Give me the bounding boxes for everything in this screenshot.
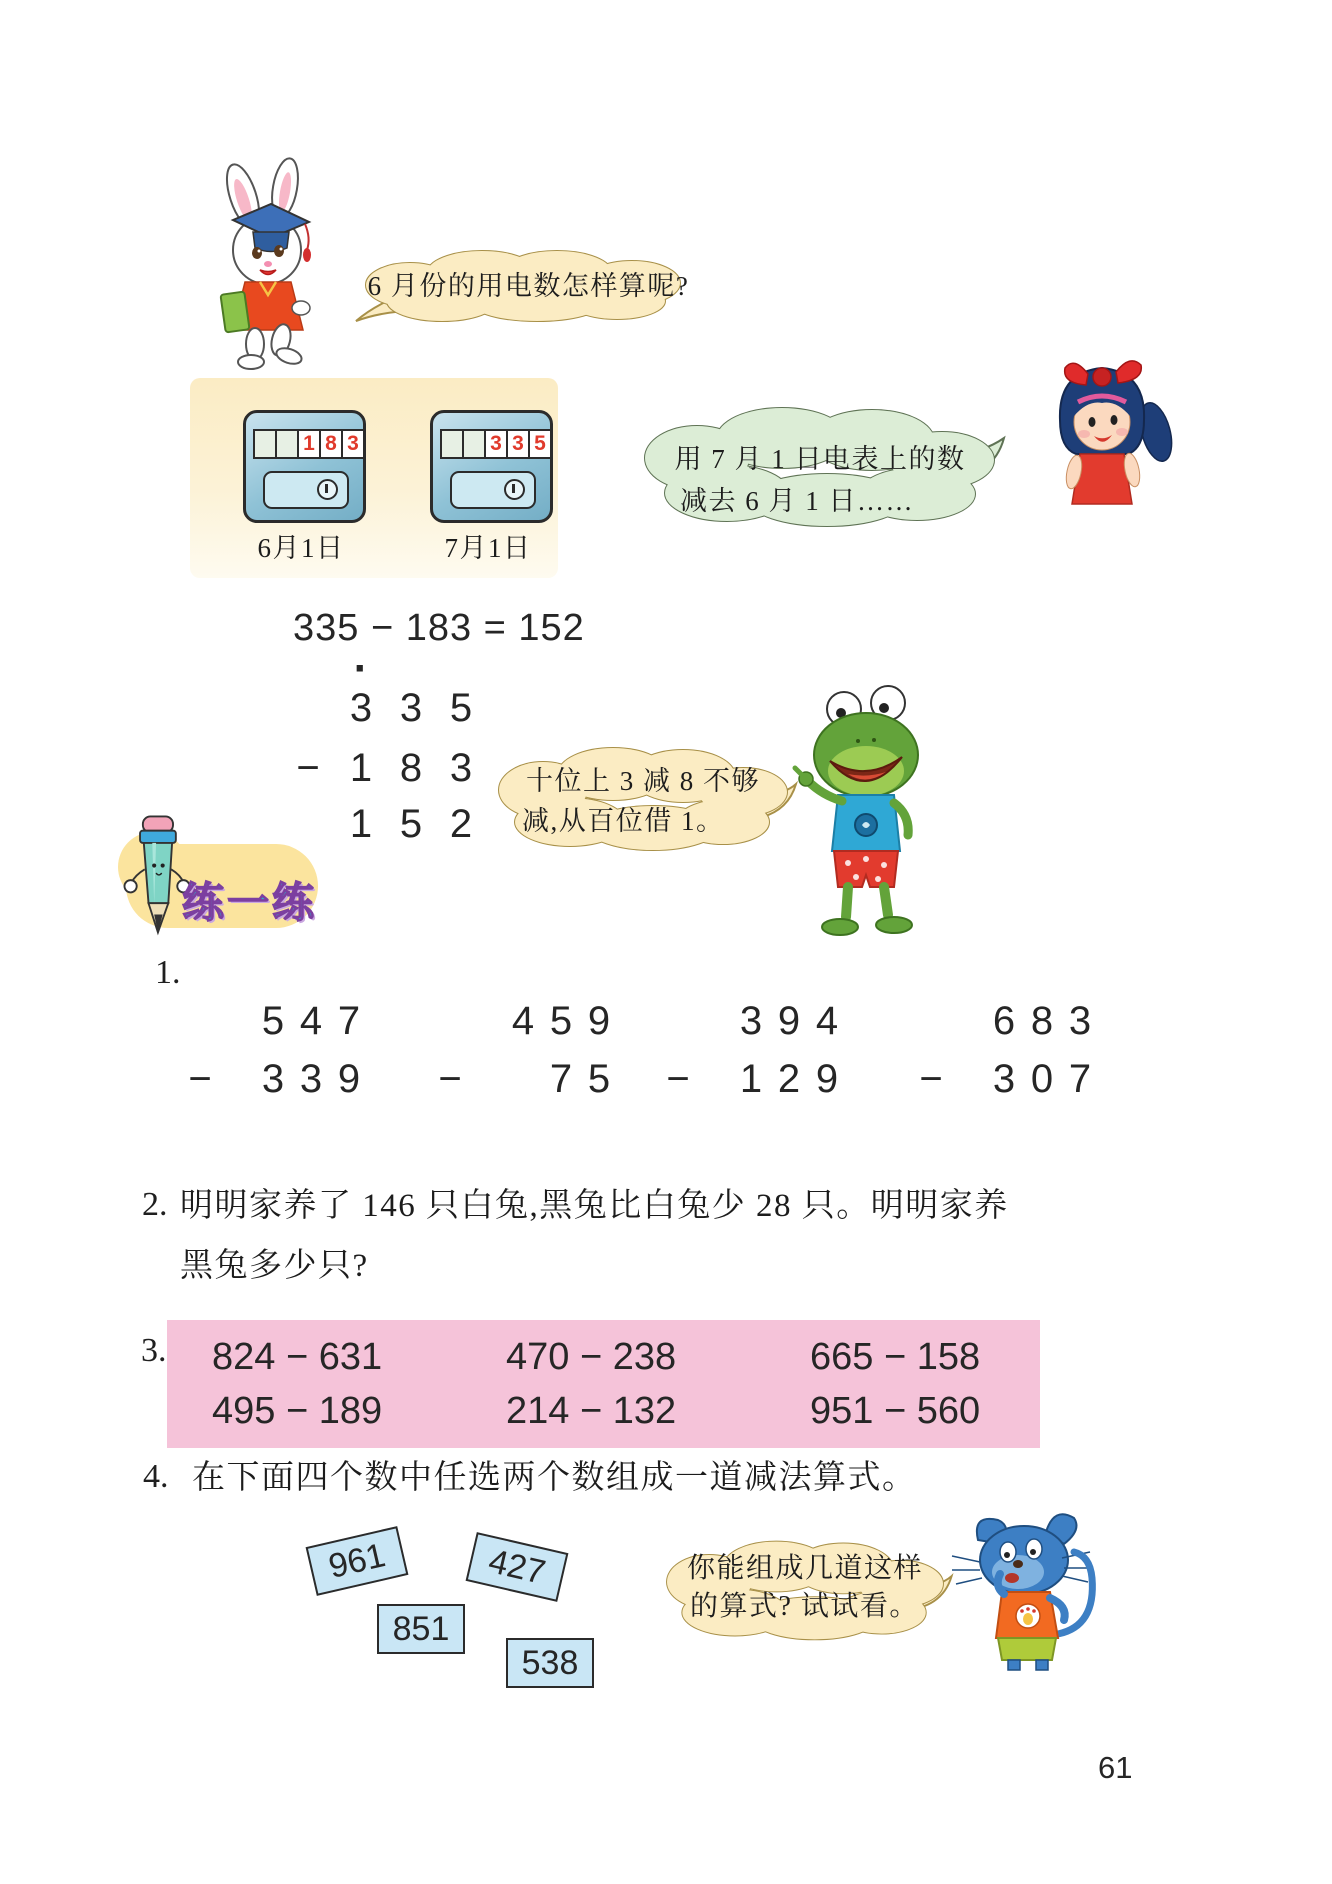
frog-bubble-line2: 减,从百位借 1。 xyxy=(522,806,725,836)
minuend-row xyxy=(180,998,380,1044)
practice-label: 练一练 xyxy=(182,879,318,926)
meter-date-label: 7月1日 xyxy=(444,533,532,563)
digit xyxy=(504,1056,542,1102)
minuend-row xyxy=(430,998,630,1044)
girl-illustration xyxy=(1040,350,1180,510)
digit: 8 xyxy=(1030,999,1054,1043)
expression: 214 − 132 xyxy=(506,1390,677,1432)
frog-speech-bubble xyxy=(488,738,798,858)
pencil-mascot-icon xyxy=(124,812,190,936)
subtrahend-row xyxy=(180,1056,380,1102)
expression: 665 − 158 xyxy=(810,1336,981,1378)
meter-digit-cell: 3 xyxy=(341,429,365,459)
rabbit-illustration xyxy=(205,158,345,373)
digit: 1 xyxy=(739,1057,763,1101)
cat-illustration xyxy=(950,1512,1100,1674)
digit: 7 xyxy=(549,1057,573,1101)
rabbit-bubble-text: 6 月份的用电数怎样算呢? xyxy=(367,271,690,301)
subtraction-group xyxy=(430,998,630,1102)
page-number: 61 xyxy=(1098,1750,1133,1785)
meter-digit-cell xyxy=(440,429,464,459)
digit: 1 xyxy=(349,802,373,846)
digit: 5 xyxy=(261,999,285,1043)
meter-digit-cell xyxy=(275,429,299,459)
meter-digit-cell: 1 xyxy=(297,429,321,459)
digit: 5 xyxy=(587,1057,611,1101)
digit: 9 xyxy=(777,999,801,1043)
electric-meter-june xyxy=(243,410,366,523)
meter-digit-strip xyxy=(440,429,550,459)
borrow-dot: · xyxy=(353,644,369,693)
minus-sign: − xyxy=(438,1057,462,1101)
meter-digit-cell: 3 xyxy=(484,429,508,459)
problem-number: 3. xyxy=(141,1332,167,1369)
digit: 3 xyxy=(992,1057,1016,1101)
meter-door xyxy=(450,471,536,509)
digit: 5 xyxy=(449,686,473,730)
digit: 2 xyxy=(777,1057,801,1101)
digit: 9 xyxy=(337,1057,361,1101)
problem-number: 2. xyxy=(142,1186,168,1223)
minuend-row xyxy=(658,998,858,1044)
digit: 3 xyxy=(399,686,423,730)
subtrahend-row xyxy=(280,745,486,791)
subtraction-group xyxy=(911,998,1111,1102)
problem-number: 1. xyxy=(155,954,181,991)
number-card: 427 xyxy=(466,1532,569,1602)
problem-number: 4. xyxy=(143,1458,169,1495)
digit: 4 xyxy=(299,999,323,1043)
practice-badge xyxy=(118,812,338,942)
minus-sign: − xyxy=(296,746,320,790)
cat-speech-bubble xyxy=(650,1532,960,1647)
digit: 3 xyxy=(261,1057,285,1101)
meter-digit-cell: 8 xyxy=(319,429,343,459)
digit: 3 xyxy=(349,686,373,730)
meter-digit-strip xyxy=(253,429,363,459)
frog-illustration xyxy=(792,683,942,951)
frog-bubble-line1: 十位上 3 减 8 不够 xyxy=(526,766,760,796)
expression: 824 − 631 xyxy=(212,1336,383,1378)
digit: 4 xyxy=(815,999,839,1043)
girl-bubble-line2: 减去 6 月 1 日…… xyxy=(680,486,914,516)
meter-date-label: 6月1日 xyxy=(257,533,345,563)
digit: 3 xyxy=(449,746,473,790)
expression: 495 − 189 xyxy=(212,1390,383,1432)
minus-sign: − xyxy=(188,1057,212,1101)
keyhole-icon xyxy=(504,479,525,500)
digit: 8 xyxy=(399,746,423,790)
worked-equation: 335 − 183 = 152 xyxy=(293,607,585,649)
digit: 5 xyxy=(549,999,573,1043)
meter-digit-cell xyxy=(462,429,486,459)
subtrahend-row xyxy=(911,1056,1111,1102)
problem-2-text-line1: 明明家养了 146 只白兔,黑兔比白兔少 28 只。明明家养 xyxy=(180,1188,1009,1224)
keyhole-icon xyxy=(317,479,338,500)
cat-bubble-line1: 你能组成几道这样 xyxy=(686,1553,923,1584)
digit: 5 xyxy=(399,802,423,846)
digit: 1 xyxy=(349,746,373,790)
electric-meter-july xyxy=(430,410,553,523)
digit: 6 xyxy=(992,999,1016,1043)
meter-digit-cell: 5 xyxy=(528,429,552,459)
subtrahend-row xyxy=(658,1056,858,1102)
minuend-row xyxy=(280,685,486,731)
expression: 470 − 238 xyxy=(506,1336,677,1378)
digit: 3 xyxy=(1068,999,1092,1043)
digit: 7 xyxy=(1068,1057,1092,1101)
digit: 0 xyxy=(1030,1057,1054,1101)
digit: 9 xyxy=(815,1057,839,1101)
digit: 9 xyxy=(587,999,611,1043)
girl-bubble-line1: 用 7 月 1 日电表上的数 xyxy=(674,444,966,474)
digit: 7 xyxy=(337,999,361,1043)
subtrahend-row xyxy=(430,1056,630,1102)
minus-sign: − xyxy=(919,1057,943,1101)
digit: 2 xyxy=(449,802,473,846)
meter-panel xyxy=(190,378,558,578)
number-card: 851 xyxy=(377,1604,465,1654)
minuend-row xyxy=(911,998,1111,1044)
digit: 4 xyxy=(511,999,535,1043)
rabbit-speech-bubble xyxy=(352,243,705,332)
problem-4-text: 在下面四个数中任选两个数组成一道减法算式。 xyxy=(192,1460,917,1496)
meter-digit-cell xyxy=(253,429,277,459)
digit: 3 xyxy=(739,999,763,1043)
girl-speech-bubble xyxy=(632,398,1008,538)
number-card: 538 xyxy=(506,1638,594,1688)
number-card: 961 xyxy=(306,1526,409,1596)
minus-sign: − xyxy=(666,1057,690,1101)
expression: 951 − 560 xyxy=(810,1390,981,1432)
meter-door xyxy=(263,471,349,509)
subtraction-group xyxy=(658,998,858,1102)
digit: 3 xyxy=(299,1057,323,1101)
problem-2-text-line2: 黑兔多少只? xyxy=(180,1248,369,1284)
meter-digit-cell: 3 xyxy=(506,429,530,459)
subtraction-group xyxy=(180,998,380,1102)
cat-bubble-line2: 的算式? 试试看。 xyxy=(690,1591,919,1622)
